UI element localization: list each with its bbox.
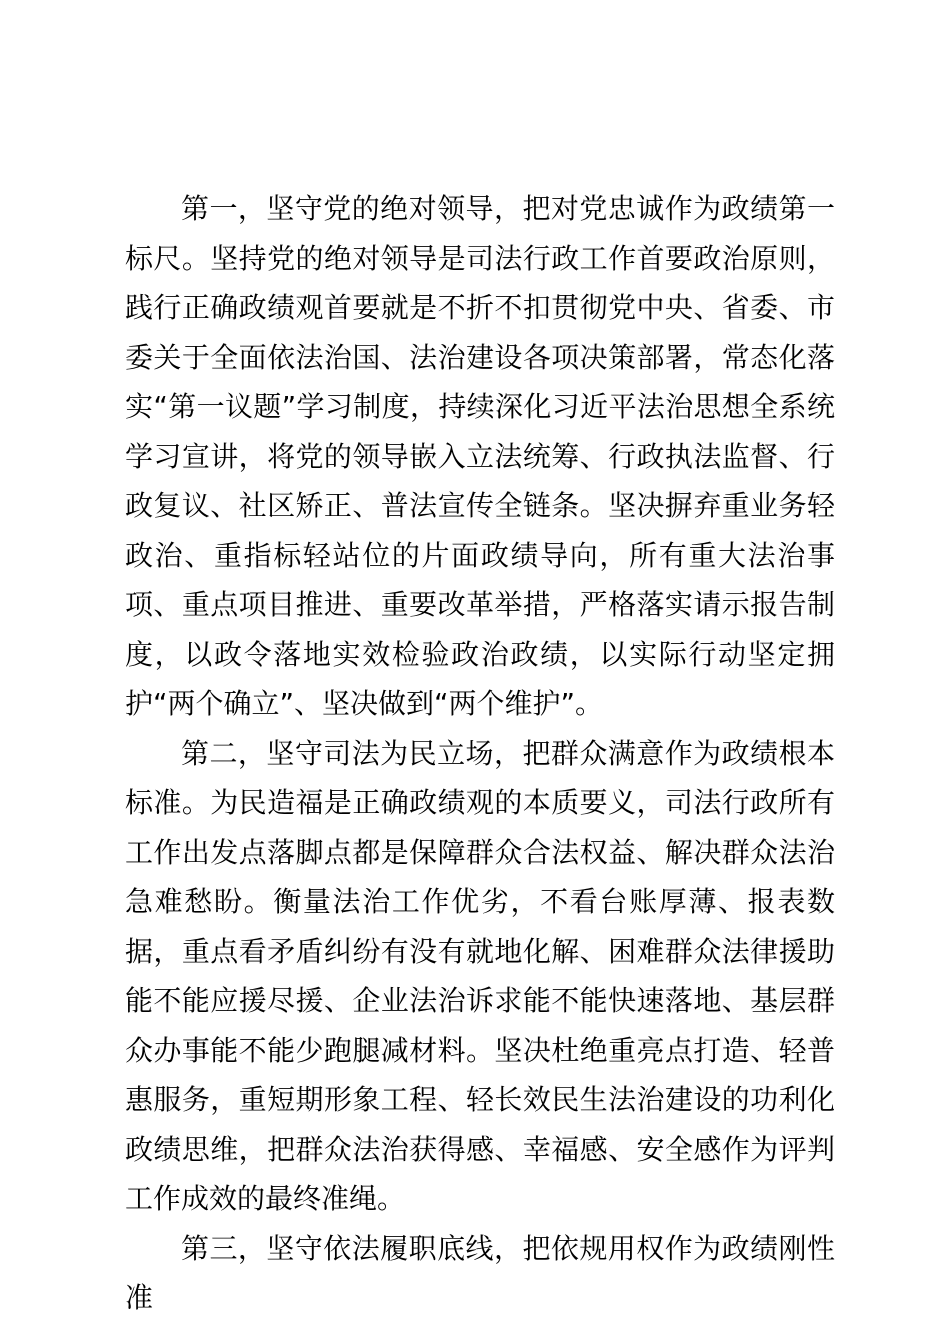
paragraph-3: 第三，坚守依法履职底线，把依规用权作为政绩刚性准	[125, 1231, 835, 1314]
document-body	[125, 184, 835, 1323]
paragraph-2: 第二，坚守司法为民立场，把群众满意作为政绩根本标准。为民造福是正确政绩观的本质要义，司法行政所有工作出发点落脚点都是保障群众合法权益、解决群众法治急难愁盼。衡量法治工作优劣，不看台账厚薄、报表数据，重点看矛盾纠纷有没有就地化解、困难群众法律援助能不能应援尽援、企业法治诉求能不能快速落地、基层群众办事能不能少跑腿减材料。坚决杜绝重亮点打造、轻普惠服务，重短期形象工程、轻长效民生法治建设的功利化政绩思维，把群众法治获得感、幸福感、安全感作为评判工作成效的最终准绳。	[125, 736, 835, 1215]
paragraph-1: 第一，坚守党的绝对领导，把对党忠诚作为政绩第一标尺。坚持党的绝对领导是司法行政工作首要政治原则，践行正确政绩观首要就是不折不扣贯彻党中央、省委、市委关于全面依法治国、法治建设各项决策部署，常态化落实“第一议题”学习制度，持续深化习近平法治思想全系统学习宣讲，将党的领导嵌入立法统筹、行政执法监督、行政复议、社区矫正、普法宣传全链条。坚决摒弃重业务轻政治、重指标轻站位的片面政绩导向，所有重大法治事项、重点项目推进、重要改革举措，严格落实请示报告制度，以政令落地实效检验政治政绩，以实际行动坚定拥护“两个确立”、坚决做到“两个维护”。	[125, 192, 835, 720]
